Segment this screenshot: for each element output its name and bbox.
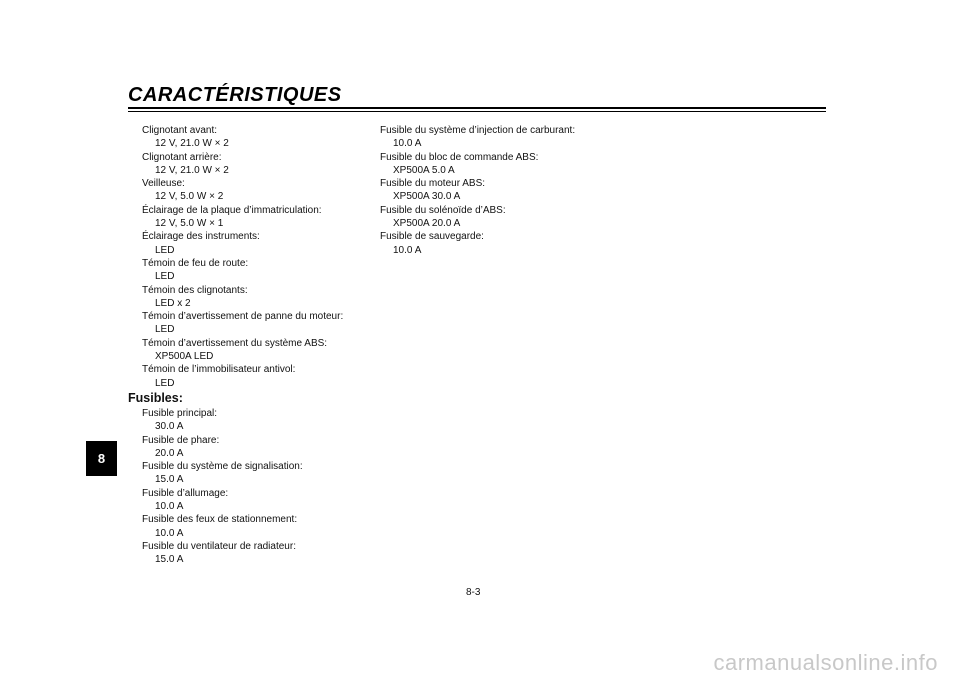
fuse-item: [142, 460, 368, 487]
left-column: [128, 124, 368, 567]
spec-label: Éclairage de la plaque d’immatriculation:: [142, 204, 322, 216]
fuse-label: Fusible principal:: [142, 407, 218, 419]
right-column: [380, 124, 630, 257]
page-title: CARACTÉRISTIQUES: [128, 84, 342, 106]
fuse-value: 20.0 A: [155, 447, 184, 459]
section-heading-fuses: Fusibles:: [128, 390, 183, 405]
spec-value: LED: [155, 377, 175, 389]
spec-label: Témoin de feu de route:: [142, 257, 249, 269]
fuse-value: 10.0 A: [155, 501, 184, 513]
fuse-label: Fusible de phare:: [142, 434, 220, 446]
fuse-label: Fusible du ventilateur de radiateur:: [142, 540, 296, 552]
spec-label: Clignotant avant:: [142, 125, 218, 136]
spec-item: [142, 337, 368, 364]
fuse-label: Fusible du moteur ABS:: [380, 178, 486, 190]
spec-label: Témoin de l’immobilisateur antivol:: [142, 364, 296, 376]
spec-value: 12 V, 5.0 W × 1: [155, 218, 224, 230]
fuse-item: [142, 434, 368, 461]
spec-label: Témoin d’avertissement de panne du moteur:: [142, 311, 344, 323]
title-rule-thick: [128, 107, 826, 109]
chapter-tab: 8: [86, 441, 117, 476]
fuse-item: [380, 177, 630, 204]
watermark: carmanualsonline.info: [713, 650, 938, 675]
page-number: 8-3: [466, 587, 481, 598]
spec-item: [142, 257, 368, 284]
fuse-item: [380, 124, 630, 151]
fuse-value: 15.0 A: [155, 474, 184, 486]
fuse-item: [142, 407, 368, 434]
fuse-label: Fusible d’allumage:: [142, 487, 229, 499]
spec-item: [142, 151, 368, 178]
fuse-label: Fusible des feux de stationnement:: [142, 514, 298, 526]
spec-item: [142, 177, 368, 204]
fuse-value: 10.0 A: [393, 244, 422, 256]
fuse-label: Fusible du solénoïde d’ABS:: [380, 204, 506, 216]
fuse-value: XP500A 30.0 A: [393, 191, 461, 203]
spec-label: Témoin des clignotants:: [142, 284, 248, 296]
spec-value: XP500A LED: [155, 351, 214, 363]
fuse-label: Fusible de sauvegarde:: [380, 231, 484, 243]
spec-value: 12 V, 5.0 W × 2: [155, 191, 224, 203]
fuse-label: Fusible du bloc de commande ABS:: [380, 151, 539, 163]
spec-item: [142, 310, 368, 337]
fuse-value: 30.0 A: [155, 421, 184, 433]
spec-value: LED x 2: [155, 297, 191, 309]
fuse-label: Fusible du système d’injection de carburant:: [380, 125, 576, 136]
spec-item: [142, 284, 368, 311]
fuse-item: [380, 204, 630, 231]
spec-value: 12 V, 21.0 W × 2: [155, 138, 229, 150]
fuse-value: 10.0 A: [393, 138, 422, 150]
spec-value: LED: [155, 271, 175, 283]
fuse-label: Fusible du système de signalisation:: [142, 461, 303, 473]
fuse-value: XP500A 20.0 A: [393, 218, 461, 230]
fuse-item: [142, 540, 368, 567]
spec-item: [142, 363, 368, 390]
spec-item: [142, 230, 368, 257]
title-rule-thin: [128, 111, 826, 112]
spec-label: Éclairage des instruments:: [142, 231, 260, 243]
spec-value: LED: [155, 324, 175, 336]
spec-label: Clignotant arrière:: [142, 151, 222, 163]
spec-label: Veilleuse:: [142, 178, 185, 190]
fuse-item: [142, 513, 368, 540]
spec-item: [142, 204, 368, 231]
spec-value: 12 V, 21.0 W × 2: [155, 164, 229, 176]
fuse-value: 10.0 A: [155, 527, 184, 539]
fuse-item: [380, 151, 630, 178]
fuse-item: [380, 230, 630, 257]
fuse-value: XP500A 5.0 A: [393, 164, 455, 176]
fuse-value: 15.0 A: [155, 554, 184, 566]
spec-value: LED: [155, 244, 175, 256]
spec-label: Témoin d’avertissement du système ABS:: [142, 337, 328, 349]
spec-item: [142, 124, 368, 151]
fuse-item: [142, 487, 368, 514]
